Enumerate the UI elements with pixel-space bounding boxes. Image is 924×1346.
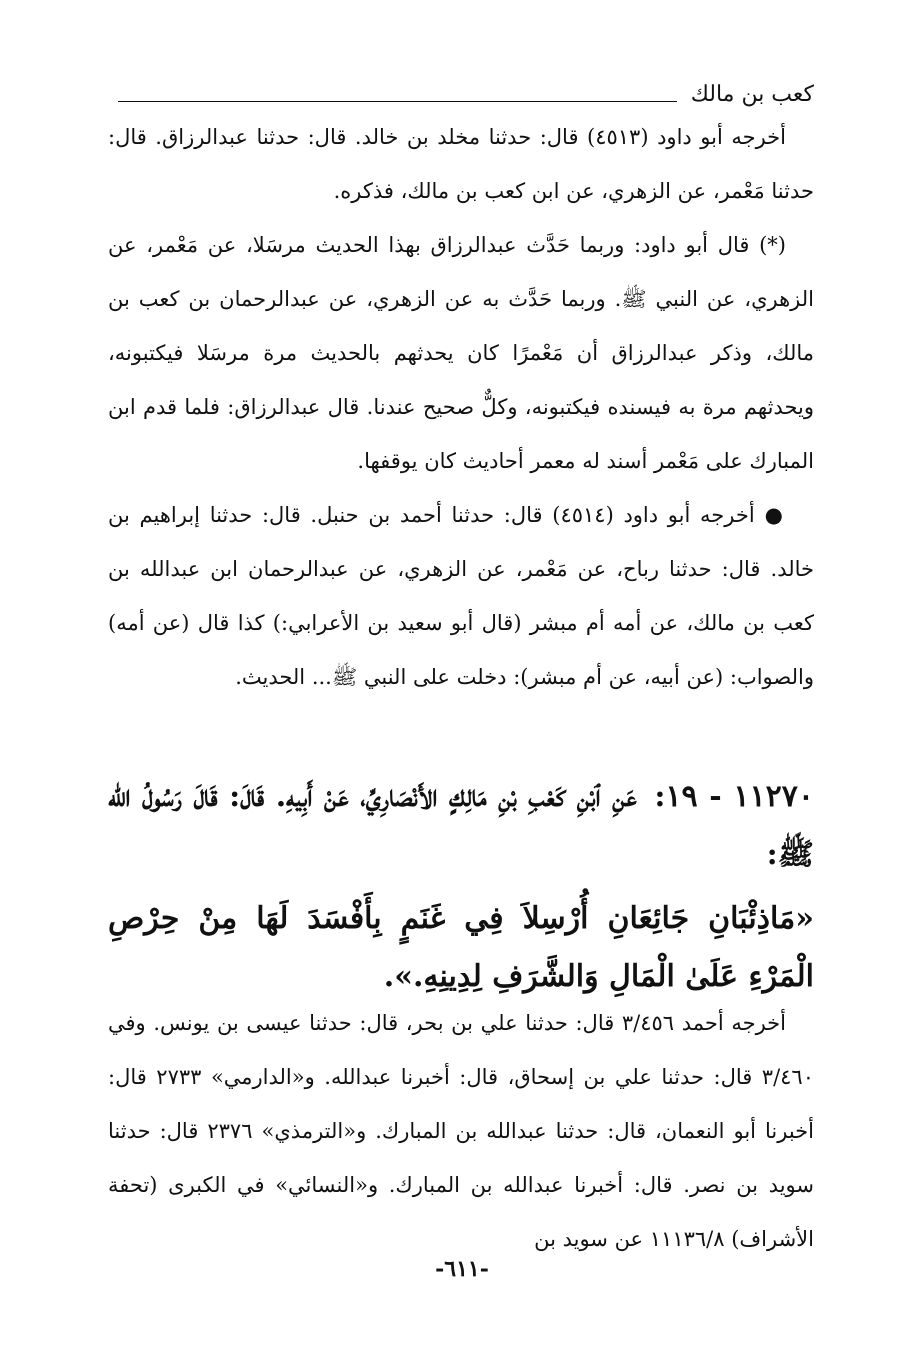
takhrij-section (108, 996, 814, 1266)
takhrij-paragraph: أخرجه أحمد ٣/٤٥٦ قال: حدثنا علي بن بحر، قال: حدثنا عيسى بن يونس. وفي ٣/٤٦٠ قال: حدثنا علي بن إسحاق، قال: أخبرنا عبدالله. و«الدارمي» ٢٧٣٣ قال: أخبرنا أبو النعمان، قال: حدثنا عبدالله بن المبارك. و«الترمذي» ٢٣٧٦ قال: حدثنا سويد بن نصر. قال: أخبرنا عبدالله بن المبارك. و«النسائي» في الكبرى (تحفة الأشراف) ١١١٣٦/٨ عن سويد بن (108, 1011, 814, 1251)
page-number: -٦١١- (435, 1256, 489, 1282)
hadith-number: ١١٢٧٠ - ١٩: (654, 779, 814, 814)
notes-paragraph: (*) قال أبو داود: وربما حَدَّث عبدالرزاق بهذا الحديث مرسَلا، عن مَعْمر، عن الزهري، عن النبي ﷺ. وربما حَدَّث به عن الزهري، عن عبدالرحمان بن كعب بن مالك، وذكر عبدالرزاق أن مَعْمرًا كان يحدثهم بالحديث مرة مرسَلا فيكتبونه، ويحدثهم مرة به فيسنده فيكتبونه، وكلٌّ صحيح عندنا. قال عبدالرزاق: فلما قدم ابن المبارك على مَعْمر أسند له معمر أحاديث كان يوقفها. (108, 233, 814, 473)
notes-paragraph: أخرجه أبو داود (٤٥١٣) قال: حدثنا مخلد بن خالد. قال: حدثنا عبدالرزاق. قال: حدثنا مَعْمر، عن الزهري، عن ابن كعب بن مالك، فذكره. (108, 125, 814, 203)
hadith-text: «مَاذِئْبَانِ جَائِعَانِ أُرْسِلاَ فِي غَنَمٍ بِأَفْسَدَ لَهَا مِنْ حِرْصِ الْمَرْءِ عَلَىٰ الْمَالِ وَالشَّرَفِ لِدِينِهِ.». (108, 901, 814, 994)
header-title: كعب بن مالك (690, 82, 814, 107)
hadith-heading (108, 768, 814, 884)
header-rule (118, 101, 677, 102)
notes-bullet-paragraph: ● أخرجه أبو داود (٤٥١٤) قال: حدثنا أحمد بن حنبل. قال: حدثنا إبراهيم بن خالد. قال: حدثنا رباح، عن مَعْمر، عن الزهري، عن عبدالرحمان ابن عبدالله بن كعب بن مالك، عن أمه أم مبشر (قال أبو سعيد بن الأعرابي:) كذا قال (عن أمه) والصواب: (عن أبيه، عن أم مبشر): دخلت على النبي ﷺ... الحديث. (108, 488, 814, 704)
notes-section (108, 110, 814, 704)
hadith-section (108, 768, 814, 1006)
running-header (118, 68, 814, 108)
hadith-chain: عَنِ ٱبْنِ كَعْبِ بْنِ مَالِكٍ الأَنْصَارِيِّ، عَنْ أَبِيهِ. قَالَ: قَالَ رَسُولُ الله ﷺ: (108, 779, 814, 872)
